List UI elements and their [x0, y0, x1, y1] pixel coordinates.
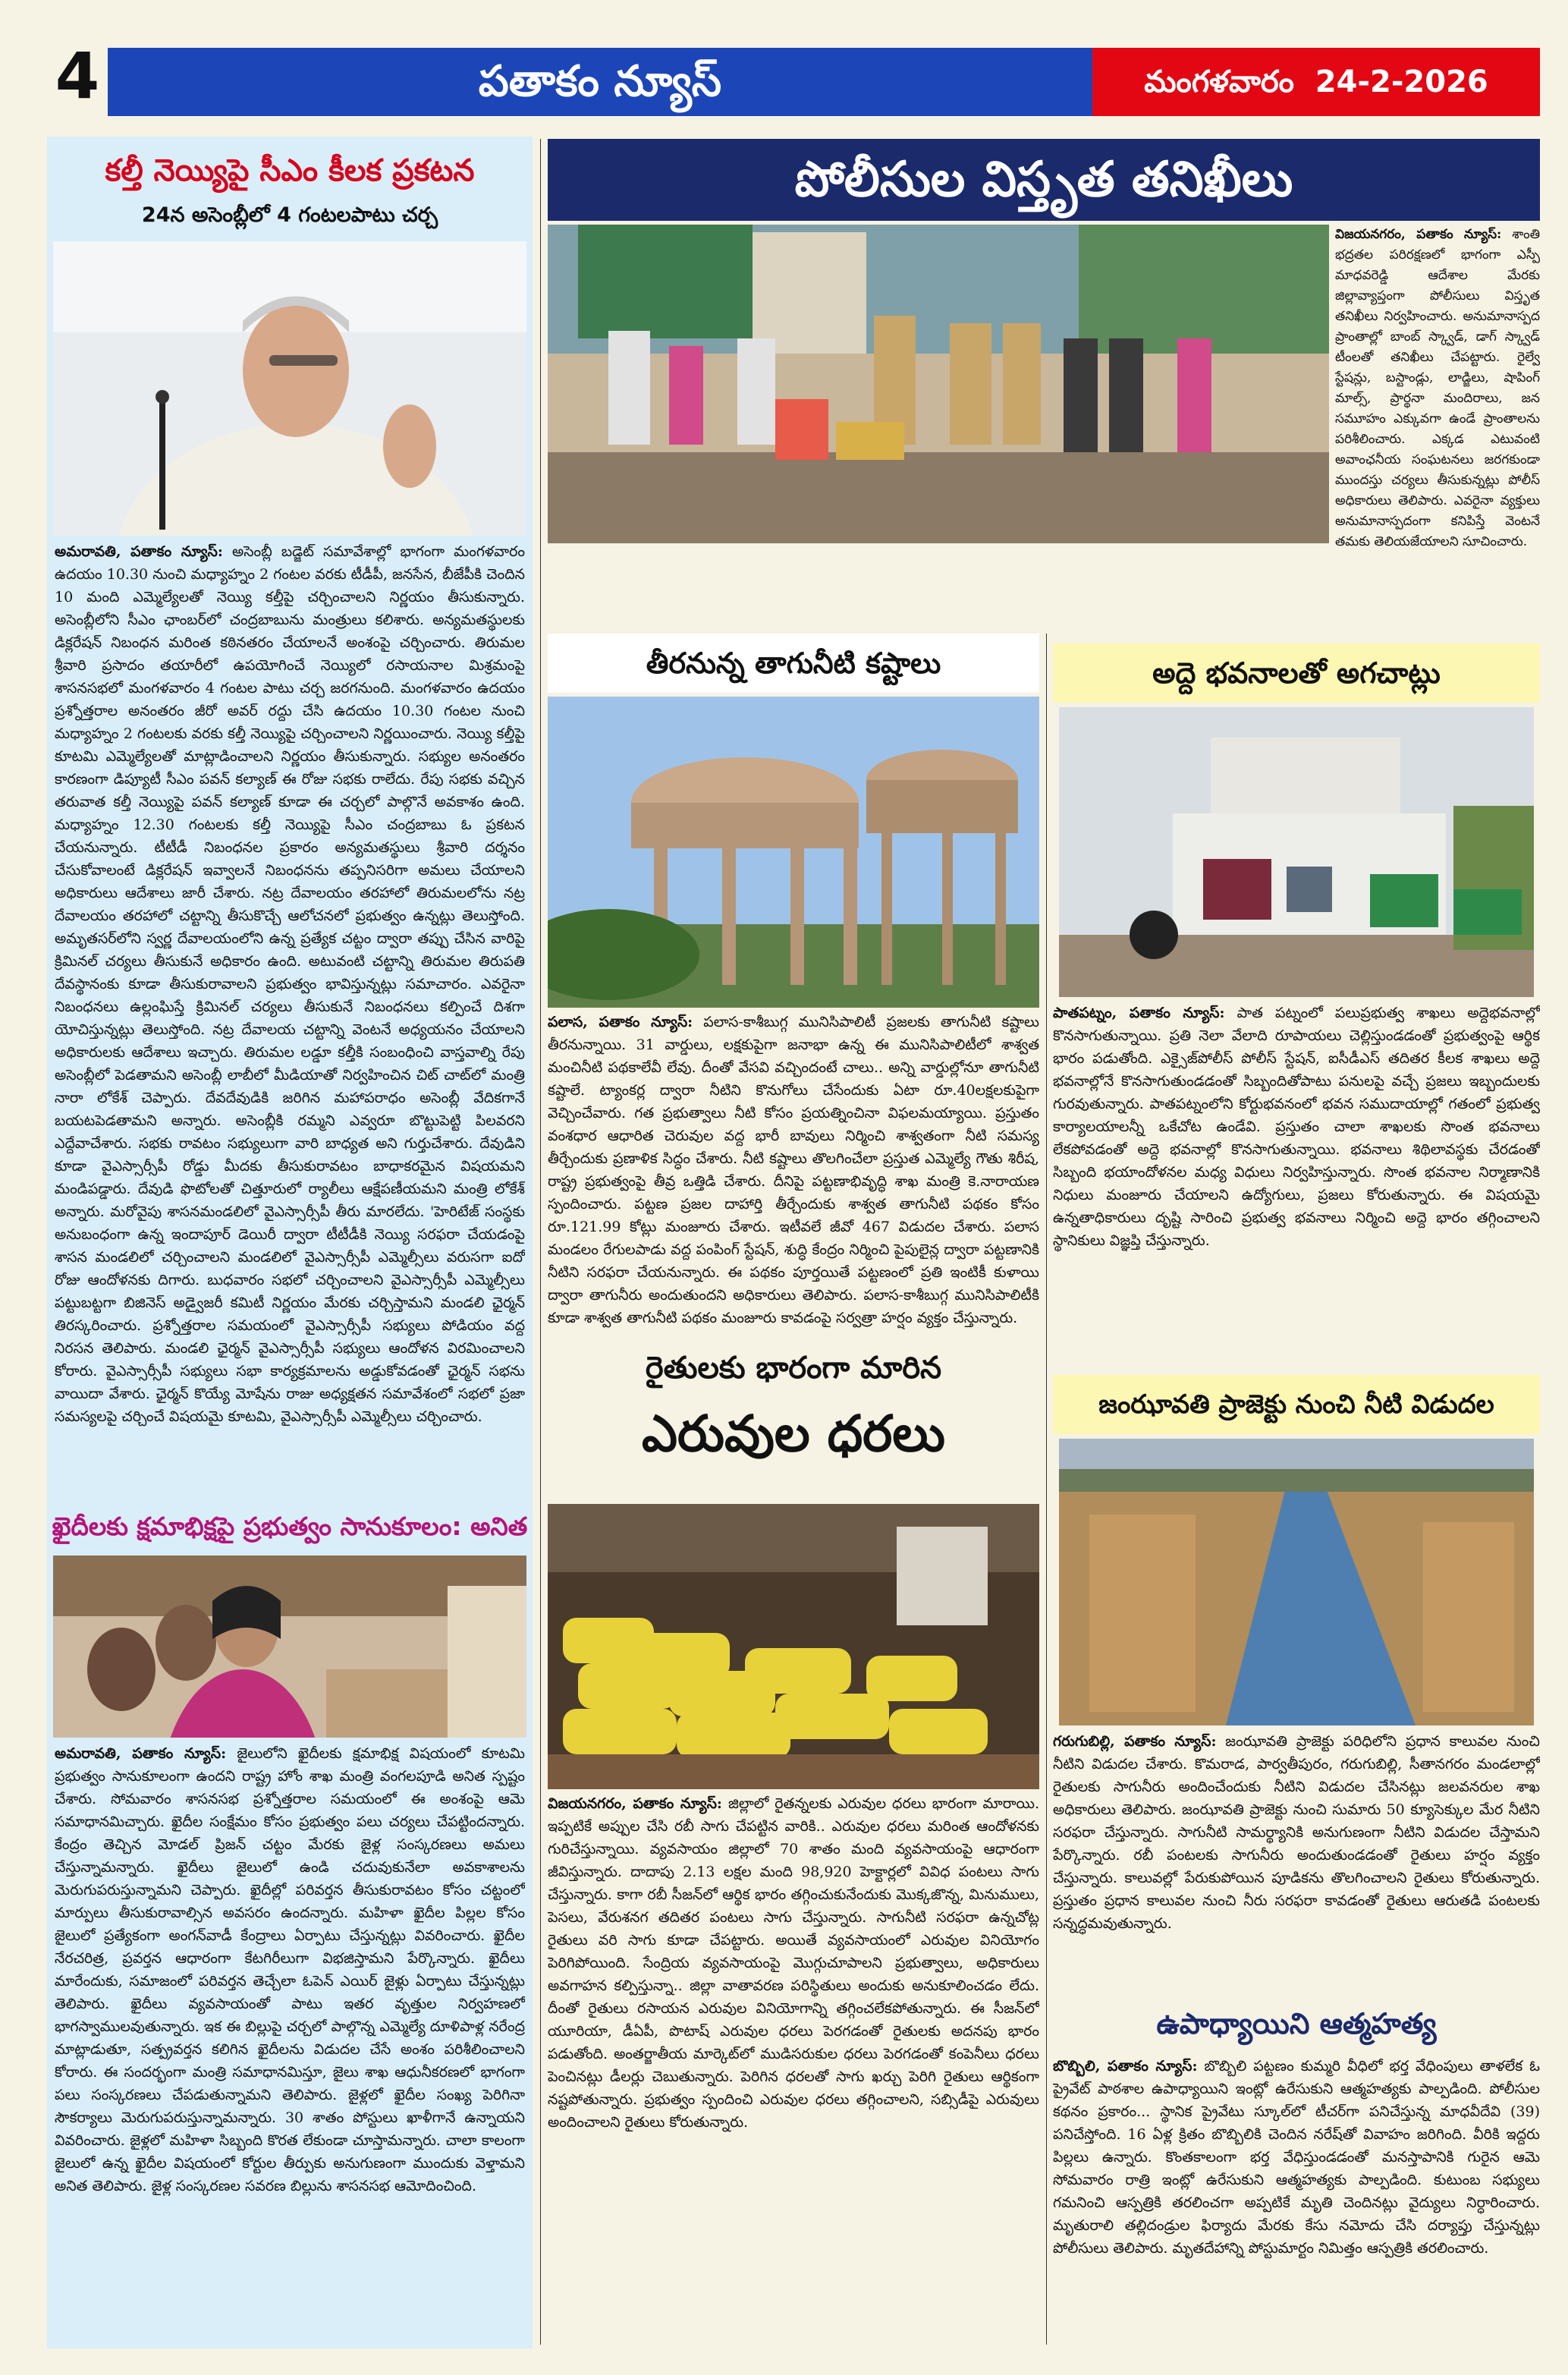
issue-day: మంగళవారం — [1144, 64, 1294, 99]
teacher-body-text: బొబ్బిలి పట్టణం కుమ్మరి వీధిలో భర్త వేధింపులు తాళలేక ఓ ప్రైవేట్ పాఠశాల ఉపాధ్యాయిని ఇంట్లో ఉరేసుకుని ఆత్మహత్యకు పాల్పడింది. పోలీసుల కథనం ప్రకారం... స్థానిక ప్రైవేటు స్కూల్‌లో టీచర్‌గా పనిచేస్తున్న మాధవీదేవి (39) పనిచేస్తోంది. 16 ఏళ్ల క్రితం బొబ్బిలికి చెందిన నరేష్‌తో వివాహం జరిగింది. వీరికి ఇద్దరు పిల్లలు ఉన్నారు. కొంతకాలంగా భర్త వేధిస్తుండడంతో మనస్తాపానికి గురైన ఆమె సోమవారం రాత్రి ఇంట్లో ఉరేసుకుని ఆత్మహత్యకు పాల్పడింది. కుటుంబ సభ్యులు గమనించి ఆస్పత్రికి తరలించగా అప్పటికే మృతి చెందినట్లు వైద్యులు నిర్ధారించారు. మృతురాలి తల్లిదండ్రుల ఫిర్యాదు మేరకు కేసు నమోదు చేసి దర్యాప్తు చేస్తున్నట్లు పోలీసులు తెలిపారు. మృతదేహాన్ని పోస్టుమార్టం నిమిత్తం ఆస్పత్రికి తరలించారు. — [1053, 2058, 1540, 2257]
teacher-headline: ఉపాధ్యాయిని ఆత్మహత్య — [1156, 2007, 1437, 2040]
anitha-photo — [53, 1556, 526, 1738]
issue-date-band — [1092, 48, 1540, 116]
anitha-body-text: జైలులోని ఖైదీలకు క్షమాభిక్ష విషయంలో కూటమి ప్రభుత్వం సానుకూలంగా ఉందని రాష్ట్ర హోం శాఖ మంత్రి వంగలపూడి అనిత స్పష్టం చేశారు. సోమవారం శాసనసభ ప్రశ్నోత్తరాల సమయంలో ఈ అంశంపై ఆమె సమాధానమిచ్చారు. ఖైదీల సంక్షేమం కోసం ప్రభుత్వం పలు చర్యలు చేపట్టిందన్నారు. కేంద్రం తెచ్చిన మోడల్ ప్రిజన్ చట్టం మేరకు జైళ్ల సంస్కరణలు అమలు చేస్తున్నామన్నారు. ఖైదీలు జైలులో ఉండి చదువుకునేలా అవకాశాలను మెరుగుపరుస్తున్నామని చెప్పారు. ఖైదీల్లో పరివర్తన తీసుకురావటం కోసం చట్టంలో మార్పులు తీసుకురావాల్సిన అవసరం ఉందన్నారు. మహిళా ఖైదీల పిల్లల కోసం జైలులో ప్రత్యేకంగా అంగన్‌వాడీ కేంద్రాలు ఏర్పాటు చేస్తున్నట్లు వివరించారు. ఖైదీల నేరచరిత్ర, ప్రవర్తన ఆధారంగా కేటగిరీలుగా విభజిస్తామని పేర్కొన్నారు. ఖైదీలు మారేందుకు, సమాజంలో పరివర్తన తెచ్చేలా ఓపెన్ ఎయిర్ జైళ్లు ఏర్పాటు చేస్తున్నట్లు తెలిపారు. ఖైదీలు వ్యవసాయంతో పాటు ఇతర వృత్తుల నిర్వహణలో భాగస్వాములవుతున్నారు. ఇక ఈ బిల్లుపై చర్చలో పాల్గొన్న ఎమ్మెల్యే దూళిపాళ్ల నరేంద్ర మాట్లాడుతూ, సత్ప్రవర్తన కలిగిన ఖైదీలను విడుదల చేసే అంశం పరిశీలించాలని కోరారు. ఈ సందర్భంగా మంత్రి సమాధానమిస్తూ, జైలు శాఖ ఆధునీకరణలో భాగంగా పలు సంస్కరణలు చేపడుతున్నామని తెలిపారు. జైళ్లలో ఖైదీల సంఖ్య పెరిగినా సౌకర్యాలు మెరుగుపరుస్తున్నామన్నారు. 30 శాతం పోస్టులు ఖాళీగానే ఉన్నాయని వివరించారు. జైళ్లలో మహిళా సిబ్బంది కొరత లేకుండా చూస్తామన్నారు. చాలా కాలంగా జైలులో ఉన్న ఖైదీల విషయంలో కోర్టుల తీర్పుకు అనుగుణంగా ముందుకు వెళ్తామని అనిత తెలిపారు. జైళ్ల సంస్కరణల సవరణ బిల్లును శాసనసభ ఆమోదించింది. — [55, 1745, 525, 2194]
water-dateline: పలాస, పతాకం న్యూస్: — [548, 1014, 693, 1030]
canal-photo — [1059, 1439, 1534, 1725]
water-body-text: పలాస-కాశీబుగ్గ మునిసిపాలిటీ ప్రజలకు తాగునీటి కష్టాలు తీరనున్నాయి. 31 వార్డులు, లక్షకుపైగా జనాభా ఉన్న ఈ మునిసిపాలిటీలో శాశ్వత మంచినీటి పథకాలేవీ లేవు. దీంతో వేసవి వచ్చిందంటే చాలు.. అన్ని వార్డుల్లోనూ తాగునీటి కష్టాలే. ట్యాంకర్ల ద్వారా నీటిని కొనుగోలు చేసేందుకు ఏటా రూ.40లక్షలకుపైగా వెచ్చించేవారు. గత ప్రభుత్వాలు నీటి కోసం ప్రయత్నించినా విఫలమయ్యాయి. ప్రస్తుతం వంశధార ఆధారిత చెరువుల వద్ద భారీ బావులు నిర్మించి శాశ్వతంగా నీటి సమస్య తీర్చేందుకు ప్రణాళిక సిద్ధం చేశారు. నీటి కష్టాలు తొలగించేలా ప్రస్తుత ఎమ్మెల్యే గౌతు శిరీష, రాష్ట్ర ప్రభుత్వంపై తీవ్ర ఒత్తిడి చేశారు. దీనిపై పట్టణాభివృద్ధి శాఖ మంత్రి కె.నారాయణ స్పందించారు. పట్టణ ప్రజల దాహార్తి తీర్చేందుకు శాశ్వత తాగునీటి పథకం కోసం రూ.121.99 కోట్లు మంజూరు చేశారు. ఇటీవలే జీవో 467 విడుదల చేశారు. పలాస మండలం రేగులపాడు వద్ద పంపింగ్ స్టేషన్, శుద్ధి కేంద్రం నిర్మించి పైపులైన్ల ద్వారా పట్టణానికి నీటిని సరఫరా చేయనున్నారు. ఈ పథకం పూర్తయితే పట్టణంలో ప్రతి ఇంటికీ కుళాయి ద్వారా తాగునీరు అందుతుందని అధికారులు తెలిపారు. పలాస-కాశీబుగ్గ మునిసిపాలిటీకి కూడా శాశ్వత తాగునీటి పథకం మంజూరు కావడంపై సర్వత్రా హర్షం వ్యక్తం చేస్తున్నారు. — [548, 1014, 1039, 1326]
rent-story-body — [1053, 1002, 1540, 1366]
fertilizer-photo — [548, 1504, 1039, 1789]
anitha-headline: ఖైదీలకు క్షమాభిక్షపై ప్రభుత్వం సానుకూలం: అనిత — [52, 1512, 528, 1541]
police-dateline: విజయనగరం, పతాకం న్యూస్: — [1335, 227, 1502, 242]
water-story-body — [548, 1011, 1039, 1329]
teacher-story-body — [1053, 2055, 1540, 2345]
project-body-text: జంఝావతి ప్రాజెక్టు పరిధిలోని ప్రధాన కాలువల నుంచి నీటిని విడుదల చేశారు. కొమరాడ, పార్వతీపురం, గరుగుబిల్లి, సీతానగరం మండలాల్లో రైతులకు సాగునీరు అందించేందుకు నీటిని విడుదల చేసినట్లు జలవనరుల శాఖ అధికారులు తెలిపారు. జంఝావతి ప్రాజెక్టు నుంచి సుమారు 50 క్యూసెక్కుల మేర నీటిని సరఫరా చేస్తున్నారు. సాగునీటి సామర్థ్యానికి అనుగుణంగా నీటిని విడుదల చేస్తామని పేర్కొన్నారు. రబీ పంటలకు సాగునీరు అందుతుండడంతో రైతులు హర్షం వ్యక్తం చేస్తున్నారు. కాలువల్లో పేరుకుపోయిన పూడికను తొలగించాలని రైతులు కోరుతున్నారు. ప్రస్తుతం ప్రధాన కాలువల నుంచి నీరు సరఫరా కావడంతో రైతులు ఆరుతడి పంటలకు సన్నద్ధమవుతున్నారు. — [1053, 1733, 1540, 1932]
masthead — [0, 0, 1568, 121]
issue-date: 24-2-2026 — [1315, 64, 1488, 99]
anitha-dateline: అమరావతి, పతాకం న్యూస్: — [55, 1745, 227, 1762]
police-story-body — [1335, 225, 1540, 566]
ghee-headline: కల్తీ నెయ్యిపై సీఎం కీలక ప్రకటన — [105, 153, 475, 188]
project-headline: జంఝావతి ప్రాజెక్టు నుంచి నీటి విడుదల — [1098, 1389, 1494, 1420]
police-photo — [548, 225, 1329, 543]
fertilizer-body-text: జిల్లాలో రైతన్నలకు ఎరువుల ధరలు భారంగా మారాయి. ఇప్పటికే అప్పుల చేసి రబీ సాగు చేపట్టిన వారికి.. ఎరువుల ధరలు మరింత ఆందోళనకు గురిచేస్తున్నాయి. వ్యవసాయం జిల్లాలో 70 శాతం మంది వ్యవసాయంపై ఆధారంగా జీవిస్తున్నారు. దాదాపు 2.13 లక్షల మంది 98,920 హెక్టార్లలో వివిధ పంటలు సాగు చేస్తున్నారు. కాగా రబీ సీజన్‌లో ఆర్థిక భారం తగ్గించుకునేందుకు మొక్కజొన్న, మినుములు, పెసలు, వేరుశనగ తదితర పంటలు సాగు చేస్తున్నారు. సాగునీటి సరఫరా ఉన్నచోట్ల రైతులు వరి సాగు కూడా చేపట్టారు. అయితే వ్యవసాయంలో ఎరువుల వినియోగం పెరిగిపోయింది. సేంద్రియ వ్యవసాయంపై మొగ్గుచూపాలని ప్రభుత్వాలు, అధికారులు అవగాహన కల్పిస్తున్నా.. జిల్లా వాతావరణ పరిస్థితులు అందుకు అనుకూలించడం లేదు. దీంతో రైతులు రసాయన ఎరువుల వినియోగాన్ని తగ్గించలేకపోతున్నారు. ఈ సీజన్‌లో యూరియా, డీఏపీ, పొటాష్ ఎరువుల ధరలు పెరగడంతో రైతులకు అదనపు భారం పడుతోంది. అంతర్జాతీయ మార్కెట్‌లో ముడిసరుకుల ధరలు పెరగడంతో కంపెనీలు ధరలు పెంచినట్లు డీలర్లు చెబుతున్నారు. పెరిగిన ధరలతో సాగు ఖర్చు పెరిగి రైతులు ఆర్థికంగా నష్టపోతున్నారు. ప్రభుత్వం స్పందించి ఎరువుల ధరలు తగ్గించాలని, సబ్సిడీపై ఎరువులు అందించాలని రైతులు కోరుతున్నారు. — [548, 1795, 1039, 2131]
water-headline: తీరనున్న తాగునీటి కష్టాలు — [646, 646, 941, 680]
rent-dateline: పాతపట్నం, పతాకం న్యూస్: — [1053, 1005, 1225, 1021]
fertilizer-headline-line2: ఎరువుల ధరలు — [642, 1405, 945, 1463]
project-story-body — [1053, 1730, 1540, 1988]
ghee-dateline: అమరావతి, పతాకం న్యూస్: — [55, 543, 223, 560]
column-rule-2 — [1046, 634, 1047, 2345]
ghee-subhead: 24న అసెంబ్లీలో 4 గంటలపాటు చర్చ — [141, 203, 438, 227]
anitha-story-body — [55, 1742, 525, 2342]
fertilizer-story-body — [548, 1792, 1039, 2345]
fertilizer-headline-line1: రైతులకు భారంగా మారిన — [645, 1351, 942, 1386]
column-rule-1 — [540, 139, 541, 2345]
teacher-dateline: బొబ్బిలి, పతాకం న్యూస్: — [1053, 2058, 1198, 2075]
page-number: 4 — [55, 39, 100, 113]
paper-name: పతాకం న్యూస్ — [108, 48, 1092, 116]
ghee-body-text: అసెంబ్లీ బడ్జెట్ సమావేశాల్లో భాగంగా మంగళవారం ఉదయం 10.30 నుంచి మధ్యాహ్నం 2 గంటల వరకు టీడీపీ, జనసేన, బీజేపీకి చెందిన 10 మంది ఎమ్మెల్యేలతో నెయ్యి కల్తీపై చర్చించాలని నిర్ణయం తీసుకున్నారు. అసెంబ్లీలోని సీఎం ఛాంబర్‌లో చంద్రబాబును మంత్రులు కలిశారు. అన్యమతస్థులకు డిక్లరేషన్ నిబంధన మరింత కఠినతరం చేయాలనే అంశంపై చర్చించారు. తిరుమల శ్రీవారి ప్రసాదం తయారీలో ఉపయోగించే నెయ్యిలో రసాయనాల మిశ్రమంపై శాసనసభలో మంగళవారం 4 గంటల పాటు చర్చ జరగనుంది. మంగళవారం ఉదయం ప్రశ్నోత్తరాల అనంతరం జీరో అవర్ రద్దు చేసి ఉదయం 10.30 గంటల నుంచి మధ్యాహ్నం 2 గంటలకు వరకు కల్తీ నెయ్యిపై చర్చించాలని నిర్ణయించారు. నెయ్యి కల్తీపై కూటమి ఎమ్మెల్యేలతో మాట్లాడించాలని నిర్ణయం తీసుకున్నారు. సభ్యుల అనంతరం కారణంగా డిప్యూటీ సీఎం పవన్ కల్యాణ్ ఈ రోజు సభకు రాలేదు. రేపు సభకు వచ్చిన తరువాత కల్తీ నెయ్యిపై పవన్ కల్యాణ్ కూడా ఈ చర్చలో పాల్గొనే అవకాశం ఉంది. మధ్యాహ్నం 12.30 గంటలకు కల్తీ నెయ్యిపై సీఎం చంద్రబాబు ఓ ప్రకటన చేయనున్నారు. టీటీడీ నిబంధనల ప్రకారం అన్యమతస్థులు శ్రీవారి దర్శనం చేసుకోవాలంటే డిక్లరేషన్ ఇవ్వాలనే నిబంధనను తప్పనిసరిగా అమలు చేయాలని అధికారులు ఆదేశాలు జారీ చేశారు. నట్ర దేవాలయం తరహాలో తిరుమలలోను నట్ర దేవాలయం తరహాలో చట్టాన్ని తీసుకొచ్చే ఆలోచనలో ప్రభుత్వం ఉన్నట్లు తెలుస్తోంది. అమృతసర్‌లోని స్వర్ణ దేవాలయంలోని ఉన్న ప్రత్యేక చట్టం ద్వారా తప్పు చేసిన వారిపై క్రిమినల్ చర్యలు తీసుకునే అధికారం ఉంది. అటువంటి చట్టాన్ని తిరుమల తిరుపతి దేవస్థానంకు కూడా తీసుకురావాలని ప్రభుత్వం భావిస్తున్నట్లు సమాచారం. ఎవరైనా నిబంధనలు ఉల్లంఘిస్తే క్రిమినల్ చర్యలు తీసుకునే నిబంధనలు కల్పించే దిశగా యోచిస్తున్నట్లు తెలుస్తోంది. నట్ర దేవాలయ చట్టాన్ని వెంటనే అధ్యయనం చేయాలని అధికారులకు ఆదేశాలు ఇచ్చారు. తిరుమల లడ్డూ కల్తీకి సంబంధించి వాస్తవాల్ని రేపు అసెంబ్లీలో పెడతామని అసెంబ్లీ లాబీలో మీడియాతో నిర్వహించిన చిట్ చాట్‌లో మంత్రి నారా లోకేశ్ చెప్పారు. దేవదేవుడికి జరిగిన మహాపరాధం అసెంబ్లీ వేదికగానే బయటపెడతామని అన్నారు. అసెంబ్లీకి రమ్మని ఎవ్వరూ బొట్టుపెట్టి పిలవరని ఎద్దేవాచేశారు. సభకు రావటం సభ్యులుగా వారి బాధ్యత అని గుర్తుచేశారు. దేవుడిని కూడా వైఎస్సార్సీపీ రోడ్డు మీదకు తీసుకురావటం బాధాకరమైన విషయమని మండిపడ్డారు. దేవుడి ఫొటోలతో చిత్తూరులో ర్యాలీలు ఆక్షేపణీయమని మంత్రి లోకేశ్ అన్నారు. మరోవైపు శాసనమండలిలో వైఎస్సార్సీపీ తీరు మారలేదు. 'హెరిటేజ్ సంస్థకు అనుబంధంగా ఉన్న ఇందాపూర్ డెయిరీ ద్వారా టీటీడీకి నెయ్యి సరఫరా చేయడంపై శాసన మండలిలో చర్చించాలని మండలిలో వైఎస్సార్సీపీ ఎమ్మెల్సీలు వరుసగా ఐదో రోజు ఆందోళనకు దిగారు. బుధవారం సభలో చర్చించాలని వైఎస్సార్సీపీ ఎమ్మెల్సీలు పట్టుబట్టగా బిజినెస్ అడ్వైజరీ కమిటీ నిర్ణయం మేరకు చర్చిస్తామని మండలి ఛైర్మన్ తిరస్కరించారు. ప్రశ్నోత్తరాల సమయంలో వైఎస్సార్సీపీ సభ్యులు పోడియం వద్ద నిరసన తెలిపారు. మండలి ఛైర్మన్ వైఎస్సార్సీపీ సభ్యులు ఆందోళన విరమించాలని కోరారు. వైఎస్సార్సీపీ సభ్యులు సభా కార్యక్రమాలను అడ్డుకోవడంతో ఛైర్మన్ సభను వాయిదా వేశారు. ఛైర్మన్ కొయ్యే మోషేను రాజు అధ్యక్షతన సమావేశంలో సభలో ప్రజా సమస్యలపై చర్చించే విషయమై కూటమి, వైఎస్సార్సీపీ ఎమ్మెల్సీలు చర్చించారు. — [55, 543, 525, 1425]
ghee-story-body — [55, 540, 525, 1498]
police-body-text: శాంతి భద్రతల పరిరక్షణలో భాగంగా ఎస్పీ మాధవరెడ్డి ఆదేశాల మేరకు జిల్లావ్యాప్తంగా పోలీసులు విస్తృత తనిఖీలు నిర్వహించారు. అనుమానాస్పద ప్రాంతాల్లో బాంబ్ స్క్వాడ్, డాగ్ స్క్వాడ్ టీంలతో తనిఖీలు చేపట్టారు. రైల్వే స్టేషన్లు, బస్టాండ్లు, లాడ్జిలు, షాపింగ్ మాల్స్, ప్రార్థనా మందిరాలు, జన సమూహం ఎక్కువగా ఉండే ప్రాంతాలను పరిశీలించారు. ఎక్కడ ఎటువంటి అవాంఛనీయ సంఘటనలు జరగకుండా ముందస్తు చర్యలు తీసుకున్నట్లు పోలీస్ అధికారులు తెలిపారు. ఎవరైనా వ్యక్తులు అనుమానాస్పదంగా కనిపిస్తే వెంటనే తమకు తెలియజేయాలని సూచించారు. — [1335, 227, 1540, 549]
project-dateline: గరుగుబిల్లి, పతాకం న్యూస్: — [1053, 1733, 1217, 1750]
rent-body-text: పాత పట్నంలో పలుప్రభుత్వ శాఖలు అద్దెభవనాల్లో కొనసాగుతున్నాయి. ప్రతి నెలా వేలాది రూపాయలు చెల్లిస్తుండడంతో ప్రభుత్వంపై ఆర్థిక భారం పడుతోంది. ఎక్సైజ్‌పోలీస్ పోలీస్ స్టేషన్, ఐసీడీఎస్ తదితర కీలక శాఖలు అద్దె భవనాల్లోనే కొనసాగుతుండడంతో సిబ్బందితోపాటు పనులపై వచ్చే ప్రజలు ఇబ్బందులకు గురవుతున్నారు. పాతపట్నంలోని కోర్టుభవనంలో భవన సముదాయాల్లో గతంలో ప్రభుత్వ కార్యాలయాలన్నీ ఒకేచోట ఉండేవి. ప్రస్తుతం చాలా శాఖలకు సొంత భవనాలు లేకపోవడంతో అద్దె భవనాల్లో కొనసాగుతున్నాయి. భవనాలు శిథిలావస్థకు చేరడంతో సిబ్బంది భయాందోళనల మధ్య విధులు నిర్వహిస్తున్నారు. సొంత భవనాల నిర్మాణానికి నిధులు మంజూరు చేయాలని ఉద్యోగులు, ప్రజలు కోరుతున్నారు. ఈ విషయమై ఉన్నతాధికారులు దృష్టి సారించి ప్రభుత్వ భవనాలు నిర్మించి అద్దె భారం తగ్గించాలని స్థానికులు విజ్ఞప్తి చేస్తున్నారు. — [1053, 1005, 1540, 1249]
building-photo — [1059, 707, 1534, 997]
fertilizer-dateline: విజయనగరం, పతాకం న్యూస్: — [548, 1795, 722, 1812]
cm-photo — [53, 241, 526, 536]
rent-headline: అద్దె భవనాలతో అగచాట్లు — [1152, 656, 1441, 690]
water-tank-photo — [548, 697, 1039, 1008]
banner-headline: పోలీసుల విస్తృత తనిఖీలు — [794, 152, 1293, 208]
